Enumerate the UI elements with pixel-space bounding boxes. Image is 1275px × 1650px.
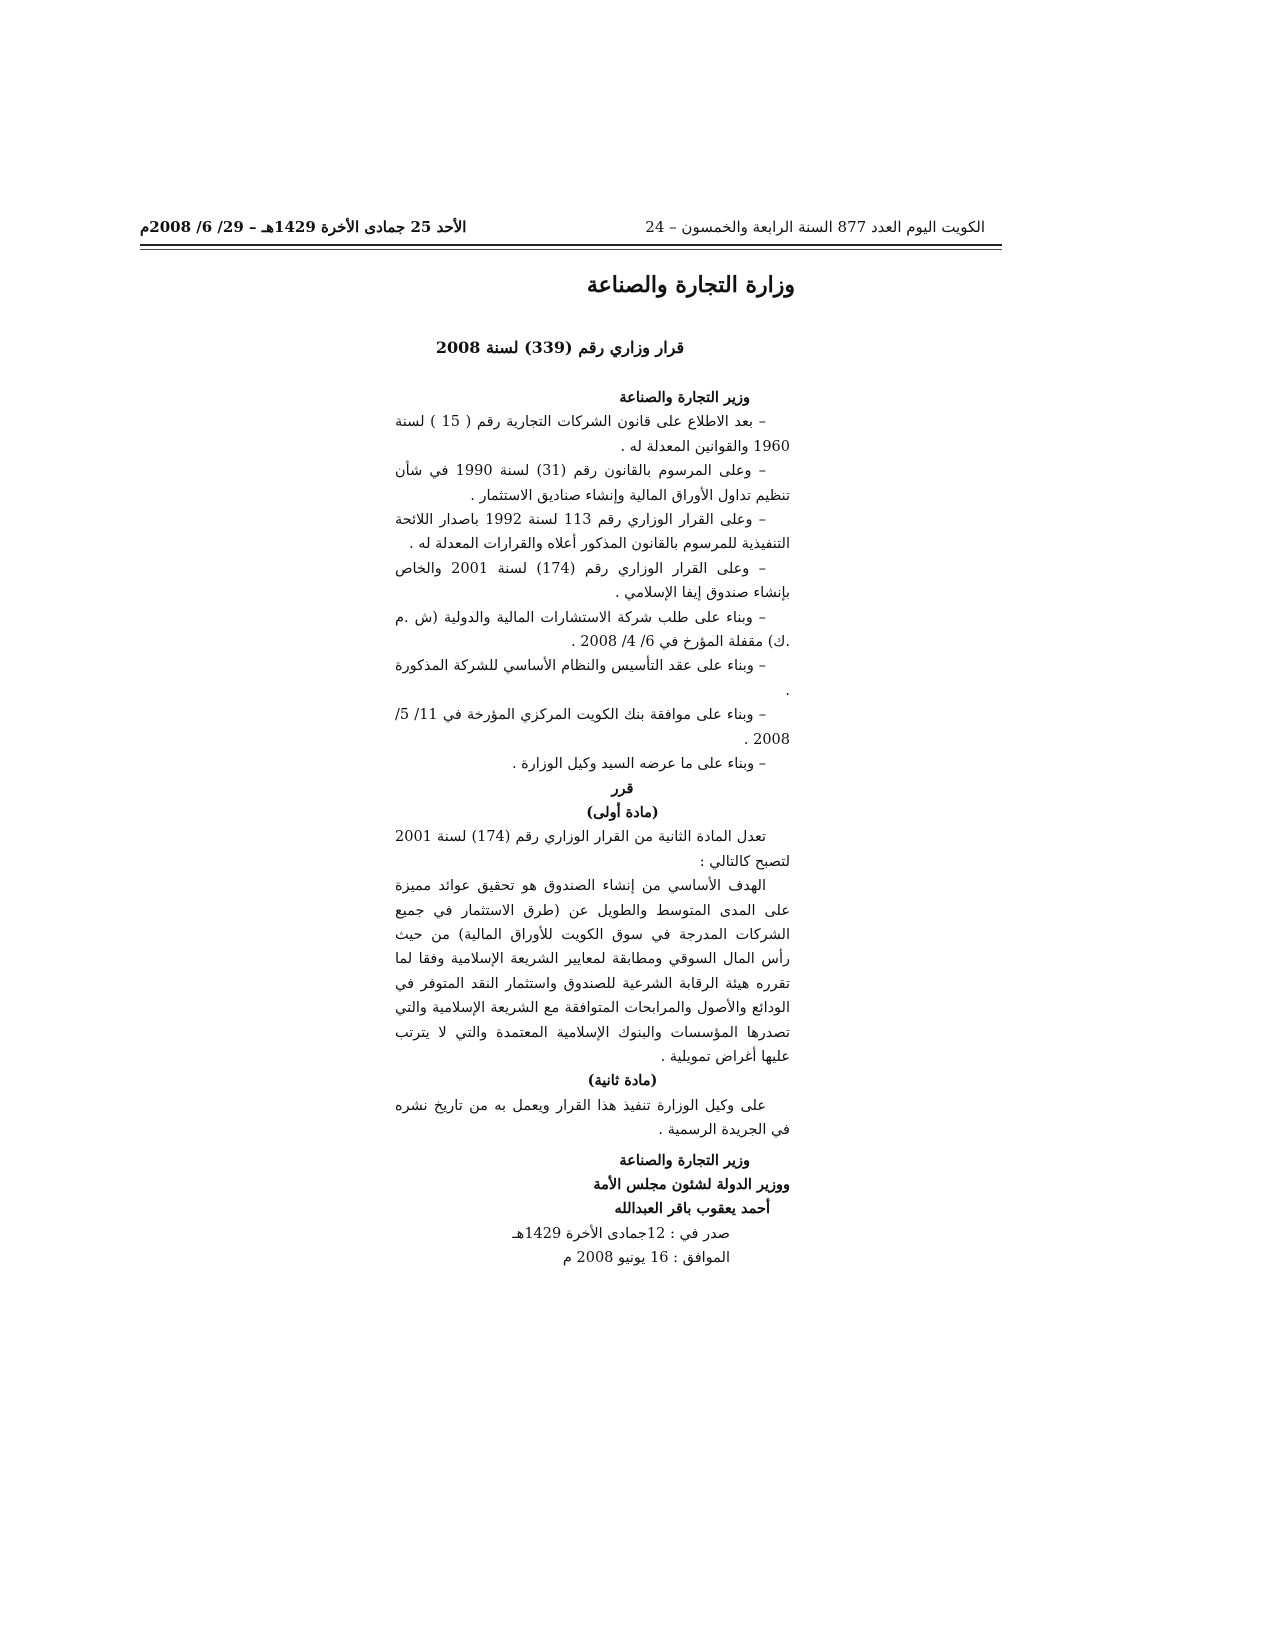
article-2-heading: (مادة ثانية) [587, 1072, 658, 1090]
signature-name: أحمد يعقوب باقر العبدالله [614, 1200, 770, 1218]
decree-title: قرار وزاري رقم (339) لسنة 2008 [435, 338, 685, 357]
article-1-intro: تعدل المادة الثانية من القرار الوزاري رقم (174) لسنة 2001 لتصبح كالتالي : [395, 829, 790, 870]
ministry-title: وزارة التجارة والصناعة [586, 272, 795, 298]
preamble-item: – وعلى القرار الوزاري رقم (174) لسنة 2001 والخاص بإنشاء صندوق إيفا الإسلامي . [395, 560, 790, 602]
preamble-item: – وبناء على ما عرضه السيد وكيل الوزارة . [511, 756, 766, 773]
preamble-item: – وعلى المرسوم بالقانون رقم (31) لسنة 1990 في شأن تنظيم تداول الأوراق المالية وإنشاء صناديق الاستثمار . [395, 463, 790, 504]
header-divider [140, 244, 1002, 246]
signature-title-1: وزير التجارة والصناعة [619, 1151, 750, 1169]
preamble-item: – وبناء على عقد التأسيس والنظام الأساسي للشركة المذكورة . [395, 658, 790, 699]
header-date-info: الأحد 25 جمادى الأخرة 1429هـ – 29/ 6/ 2008م [140, 218, 467, 236]
issued-hijri-date: صدر في : 12جمادى الأخرة 1429هـ [512, 1225, 730, 1242]
preamble-item: – بعد الاطلاع على قانون الشركات التجارية رقم ( 15 ) لسنة 1960 والقوانين المعدلة له . [395, 414, 790, 455]
header-divider-thin [140, 249, 1002, 250]
preamble-item: – وبناء على طلب شركة الاستشارات المالية والدولية (ش .م .ك) مقفلة المؤرخ في 6/ 4/ 2008 . [395, 609, 790, 651]
preamble-item: – وبناء على موافقة بنك الكويت المركزي المؤرخة في 11/ 5/ 2008 . [395, 707, 790, 748]
header-issue-info: الكويت اليوم العدد 877 السنة الرابعة والخمسون – 24 [645, 218, 985, 236]
minister-heading: وزير التجارة والصناعة [619, 389, 750, 406]
article-2-text: على وكيل الوزارة تنفيذ هذا القرار ويعمل به من تاريخ نشره في الجريدة الرسمية . [395, 1097, 790, 1139]
article-1-text: الهدف الأساسي من إنشاء الصندوق هو تحقيق عوائد مميزة على المدى المتوسط والطويل عن (طرق الاستثمار في جميع الشركات المدرجة في سوق الكويت للأوراق المالية) من حيث رأس المال السوقي ومطابقة لمعايير الشريعة الإسلامية وفقا لما تقرره هيئة الرقابة الشرعية للصندوق واستثمار النقد المتوفر في الودائع والأصول والمرابحات المتوافقة مع الشريعة الإسلامية والتي تصدرها المؤسسات والبنوك الإسلامية المعتمدة والتي لا يترتب عليها أغراض تمويلية . [395, 878, 790, 1065]
issued-gregorian-date: الموافق : 16 يونيو 2008 م [562, 1250, 730, 1267]
signature-title-2: ووزير الدولة لشئون مجلس الأمة [593, 1176, 790, 1193]
preamble-item: – وعلى القرار الوزاري رقم 113 لسنة 1992 باصدار اللائحة التنفيذية للمرسوم بالقانون المذكور أعلاه والقرارات المعدلة له . [395, 512, 790, 553]
decided-heading: قرر [611, 779, 634, 797]
decree-body [395, 386, 790, 1271]
article-1-heading: (مادة أولى) [586, 803, 659, 821]
